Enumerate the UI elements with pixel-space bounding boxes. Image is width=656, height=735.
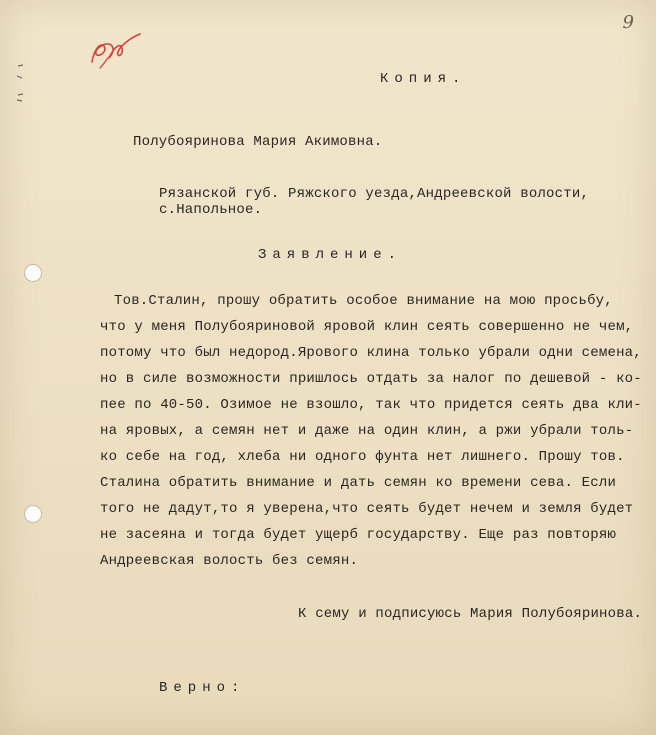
body-line: потому что был недород.Ярового клина только убрали одни семена,: [100, 345, 642, 361]
body-line: того не дадут,то я уверена,что сеять будет нечем и земля будет: [100, 501, 634, 517]
red-pencil-scribble-icon: [86, 28, 146, 72]
page-number: 9: [622, 12, 634, 33]
body-line: на яровых, а семян нет и даже на один клин, а ржи убрали толь-: [100, 423, 634, 439]
signature-line: К сему и подписуюсь Мария Полубояринова.: [298, 606, 643, 622]
body-line: Сталина обратить внимание и дать семян ко времени сева. Если: [100, 475, 617, 491]
statement-heading: Заявление.: [258, 247, 403, 263]
punch-hole-bottom: [24, 505, 42, 523]
address-line: Рязанской губ. Ряжского уезда,Андреевской волости,: [159, 186, 590, 202]
document-title: Копия.: [380, 71, 467, 87]
body-line: пее по 40-50. Озимое не взошло, так что придется сеять два кли-: [100, 397, 642, 413]
certified-label: Верно:: [159, 680, 246, 696]
body-line: но в силе возможности пришлось отдать за налог по дешевой - ко-: [100, 371, 642, 387]
punch-hole-top: [24, 264, 42, 282]
sender-name: Полубояринова Мария Акимовна.: [133, 134, 383, 150]
margin-pencil-marks: [14, 62, 26, 112]
body-line: Тов.Сталин, прошу обратить особое внимание на мою просьбу,: [114, 293, 613, 309]
address-line: с.Напольное.: [159, 202, 263, 218]
body-line: Андреевская волость без семян.: [100, 553, 359, 569]
body-line: не засеяна и тогда будет ущерб государству. Еще раз повторяю: [100, 527, 617, 543]
body-line: ко себе на год, хлеба ни одного фунта нет лишнего. Прошу тов.: [100, 449, 625, 465]
body-line: что у меня Полубояриновой яровой клин сеять совершенно не чем,: [100, 319, 634, 335]
